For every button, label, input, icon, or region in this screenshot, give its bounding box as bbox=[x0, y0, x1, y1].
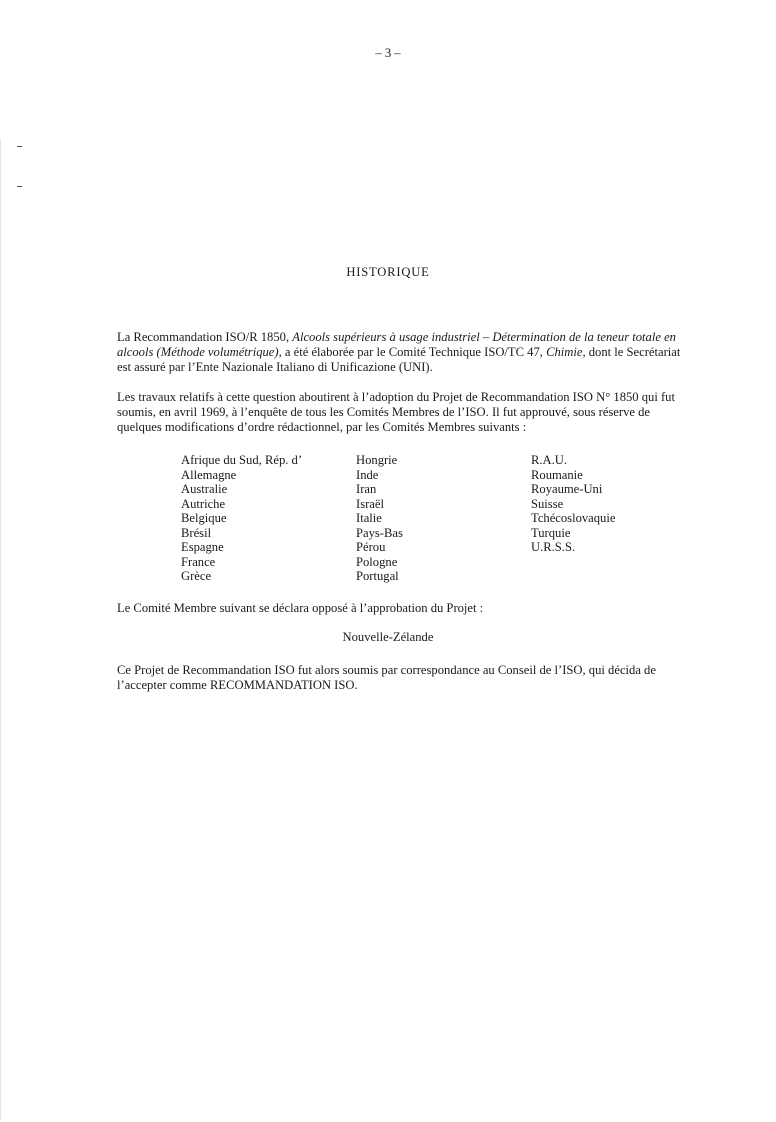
list-item: Iran bbox=[356, 482, 377, 496]
page-number: – 3 – bbox=[375, 46, 401, 60]
list-item: Allemagne bbox=[181, 467, 237, 482]
list-item: Italie bbox=[356, 511, 382, 525]
members-column-3 bbox=[531, 453, 615, 555]
standard-title: Alcools supérieurs à usage industriel – Détermination de la teneur totale en alcools (Méthode volumétrique), bbox=[117, 330, 676, 359]
paragraph-text: Ce Projet de Recommandation ISO fut alors soumis par correspondance au Conseil de l’ISO, qui décida de l’accepter comme RECOMMANDATION ISO. bbox=[117, 663, 656, 692]
opposed-member: Nouvelle-Zélande bbox=[342, 630, 434, 644]
members-column-2 bbox=[356, 453, 403, 584]
list-item: Israël bbox=[356, 496, 384, 511]
list-item: R.A.U. bbox=[531, 453, 568, 467]
list-item: Turquie bbox=[531, 525, 571, 540]
paragraph-conclusion bbox=[87, 663, 687, 693]
paragraph-intro bbox=[87, 330, 687, 375]
list-item: Espagne bbox=[181, 540, 224, 554]
list-item: France bbox=[181, 554, 216, 569]
list-item: Royaume-Uni bbox=[531, 482, 603, 496]
list-item: Tchécoslovaquie bbox=[531, 511, 616, 525]
list-item: Grèce bbox=[181, 569, 212, 583]
members-column-1 bbox=[181, 453, 302, 584]
paragraph-text: Les travaux relatifs à cette question aboutirent à l’adoption du Projet de Recommandation ISO N° 1850 qui fut soumis, en avril 1969, à l’enquête de tous les Comités Membres de l’ISO. Il fut approuvé, sous réserve de quelques modifications d’ordre rédactionnel, par les Comités Membres suivants : bbox=[117, 390, 675, 434]
text-run: a été élaborée par le Comité Technique ISO/TC 47, bbox=[281, 345, 547, 359]
margin-mark bbox=[17, 186, 22, 187]
paragraph-text: Le Comité Membre suivant se déclara opposé à l’approbation du Projet : bbox=[117, 601, 484, 615]
committee-name: Chimie, bbox=[546, 345, 586, 359]
list-item: Pérou bbox=[356, 540, 386, 554]
list-item: Autriche bbox=[181, 496, 226, 511]
list-item: Hongrie bbox=[356, 453, 398, 467]
list-item: Portugal bbox=[356, 569, 399, 583]
text-run: La Recommandation ISO/R 1850, bbox=[117, 330, 293, 344]
list-item: Roumanie bbox=[531, 467, 583, 482]
list-item: Australie bbox=[181, 482, 228, 496]
list-item: Suisse bbox=[531, 496, 564, 511]
paragraph-adoption bbox=[87, 390, 687, 435]
paragraph-opposition bbox=[87, 601, 687, 616]
margin-mark bbox=[17, 146, 22, 147]
page-title: HISTORIQUE bbox=[346, 265, 430, 279]
list-item: U.R.S.S. bbox=[531, 540, 576, 554]
list-item: Afrique du Sud, Rép. d’ bbox=[181, 453, 303, 467]
list-item: Brésil bbox=[181, 525, 212, 540]
text-run: dont le Secrétariat est assuré par l’Ente Nazionale Italiano di Unificazione (UNI). bbox=[117, 345, 681, 374]
list-item: Pologne bbox=[356, 554, 398, 569]
list-item: Pays-Bas bbox=[356, 525, 403, 540]
list-item: Inde bbox=[356, 467, 379, 482]
list-item: Belgique bbox=[181, 511, 227, 525]
